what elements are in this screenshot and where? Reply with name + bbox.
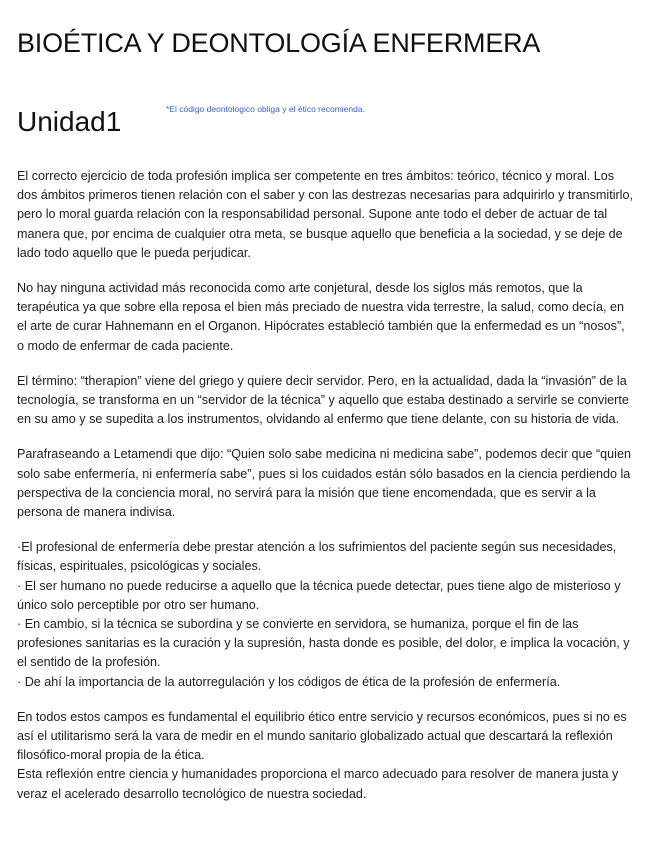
document-title: BIOÉTICA Y DEONTOLOGÍA ENFERMERA — [17, 28, 541, 58]
bullet-item: ·El profesional de enfermería debe prestar atención a los sufrimientos del paciente según sus necesidades, físicas, espirituales, psicológicas y sociales. — [17, 540, 617, 574]
paragraph: Parafraseando a Letamendi que dijo: “Quien solo sabe medicina ni medicina sabe”, podemos decir que “quien solo sabe enfermería, ni enfermería sabe”, pues si los cuidados están sólo basados en la ciencia perdiendo la perspectiva de la conciencia moral, no servirá para la misión que tiene encomendada, que es servir a la persona de manera indivisa. — [17, 447, 631, 520]
note-annotation: *El código deontologico obliga y el ético recomienda. — [166, 104, 365, 114]
paragraph: No hay ninguna actividad más reconocida como arte conjetural, desde los siglos más remotos, que la terapéutica ya que sobre ella reposa el bien más preciado de nuestra vida terrestre, la salud, como decía, en el arte de curar Hahnemann en el Organon. Hipócrates estableció también que la enfermedad es un “nosos”, o modo de enfermar de cada paciente. — [17, 281, 625, 353]
bullet-item: · El ser humano no puede reducirse a aquello que la técnica puede detectar, pues tiene algo de misterioso y único solo perceptible por otro ser humano. — [17, 578, 621, 612]
paragraph: El correcto ejercicio de toda profesión implica ser competente en tres ámbitos: teórico, técnico y moral. Los dos ámbitos primeros tienen relación con el saber y con las destrezas necesarias para adquirirlo y transmitirlo, pero lo moral guarda relación con la responsabilidad personal. Supone ante todo el deber de actuar de tal manera que, por encima de cualquier otra meta, se busque aquello que beneficia a la sociedad, y se deje de lado todo aquello que le pueda perjudicar. — [17, 169, 633, 260]
bullet-list — [17, 538, 633, 692]
paragraph: El término: “therapion” viene del griego y quiere decir servidor. Pero, en la actualidad, dada la “invasión” de la tecnología, se transforma en un “servidor de la técnica” y aquello que estaba destinado a servirle se convierte en su amo y se supedita a los instrumentos, olvidando al enfermo que tiene delante, con su historia de vida. — [17, 373, 629, 427]
unit-title: Unidad1 — [17, 106, 122, 137]
closing-paragraph: Esta reflexión entre ciencia y humanidades proporciona el marco adecuado para resolver de manera justa y veraz el acelerado desarrollo tecnológico de nuestra sociedad. — [17, 767, 619, 801]
document-body — [17, 167, 633, 804]
closing-section — [17, 708, 633, 804]
bullet-item: · En cambio, si la técnica se subordina y se convierte en servidora, se humaniza, porque el fin de las profesiones sanitarias es la curación y la supresión, hasta donde es posible, del dolor, e implica la vocación, y el sentido de la profesión. — [17, 617, 630, 670]
bullet-item: · De ahí la importancia de la autorregulación y los códigos de ética de la profesión de enfermería. — [17, 674, 561, 689]
closing-paragraph: En todos estos campos es fundamental el equilibrio ético entre servicio y recursos económicos, pues si no es así el utilitarismo será la vara de medir en el mundo sanitario globalizado actual que descartará la reflexión filosófico-moral propia de la ética. — [17, 709, 627, 763]
